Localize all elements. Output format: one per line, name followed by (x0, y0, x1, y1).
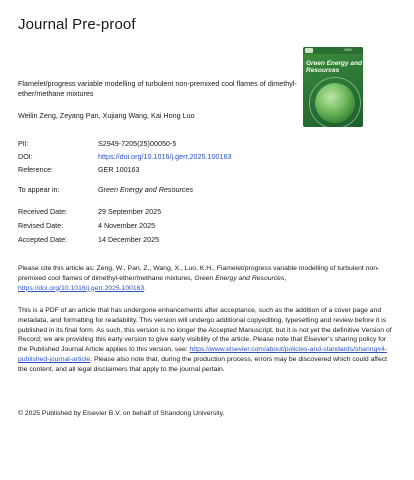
cover-journal-title: Green Energy and Resources (306, 60, 362, 74)
revised-label: Revised Date: (18, 221, 64, 230)
received-value: 29 September 2025 (98, 207, 162, 216)
article-title: Flamelet/progress variable modelling of turbulent non-premixed cool flames of dimethyl-ether/methane mixtures (18, 79, 297, 98)
revised-value: 4 November 2025 (98, 221, 156, 230)
elsevier-logo-icon (305, 48, 313, 53)
appear-value: Green Energy and Resources (98, 185, 194, 194)
doi-link[interactable]: https://doi.org/10.1016/j.gerr.2025.100163 (98, 152, 232, 161)
reference-label: Reference: (18, 165, 54, 174)
cover-publisher: GEN (344, 48, 352, 52)
copyright-notice: © 2025 Published by Elsevier B.V. on behalf of Shandong University. (18, 410, 225, 417)
sharing-policy-link[interactable]: https://www.elsevier.com/about/policies-and-standards/sharing#4-published-journal-article (18, 346, 388, 363)
citation-doi-link[interactable]: https://doi.org/10.1016/j.gerr.2025.100163 (18, 284, 145, 292)
reference-value: GER 100163 (98, 165, 140, 174)
citation-paragraph (18, 264, 396, 293)
notice-text-continued: . Please also note that, during the production process, errors may be discovered which could affect the content, and all legal disclaimers that apply to the journal pertain. (18, 355, 388, 373)
citation-end: . (144, 284, 147, 292)
pii-label: PII: (18, 139, 29, 148)
page-heading: Journal Pre-proof (18, 16, 136, 33)
citation-text: Please cite this article as: Zeng, W., Pan, Z., Wang, X., Luo, K.H., Flamelet/progress variable modelling of turbulent non-premixed cool flames of dimethyl-ether/methane mixtures, (18, 265, 380, 282)
notice-text: This is a PDF of an article that has undergone enhancements after acceptance, such as the addition of a cover page and metadata, and formatting for readability. This version will undergo additional copyediting, typesetting and review before it is published in its final form. As such, this version is no longer the Accepted Manuscript, but it is not yet the definitive Version of Record; we are providing this early version to give early visibility of the article. Please note that Elsevier's sharing policy for the Published Journal Article applies to this version, see: (18, 307, 392, 354)
cover-globe-graphic (315, 83, 355, 123)
doi-label: DOI: (18, 152, 33, 161)
accepted-label: Accepted Date: (18, 235, 68, 244)
accepted-value: 14 December 2025 (98, 235, 160, 244)
journal-cover-image (303, 47, 363, 127)
appear-label: To appear in: (18, 185, 60, 194)
pii-value: S2949-7205(25)00050-5 (98, 139, 177, 148)
article-authors: Weilin Zeng, Zeyang Pan, Xujiang Wang, Kai Hong Luo (18, 111, 195, 120)
received-label: Received Date: (18, 207, 68, 216)
citation-journal: Green Energy and Resources (194, 274, 285, 282)
notice-paragraph (18, 306, 396, 375)
citation-separator: , (284, 274, 287, 282)
